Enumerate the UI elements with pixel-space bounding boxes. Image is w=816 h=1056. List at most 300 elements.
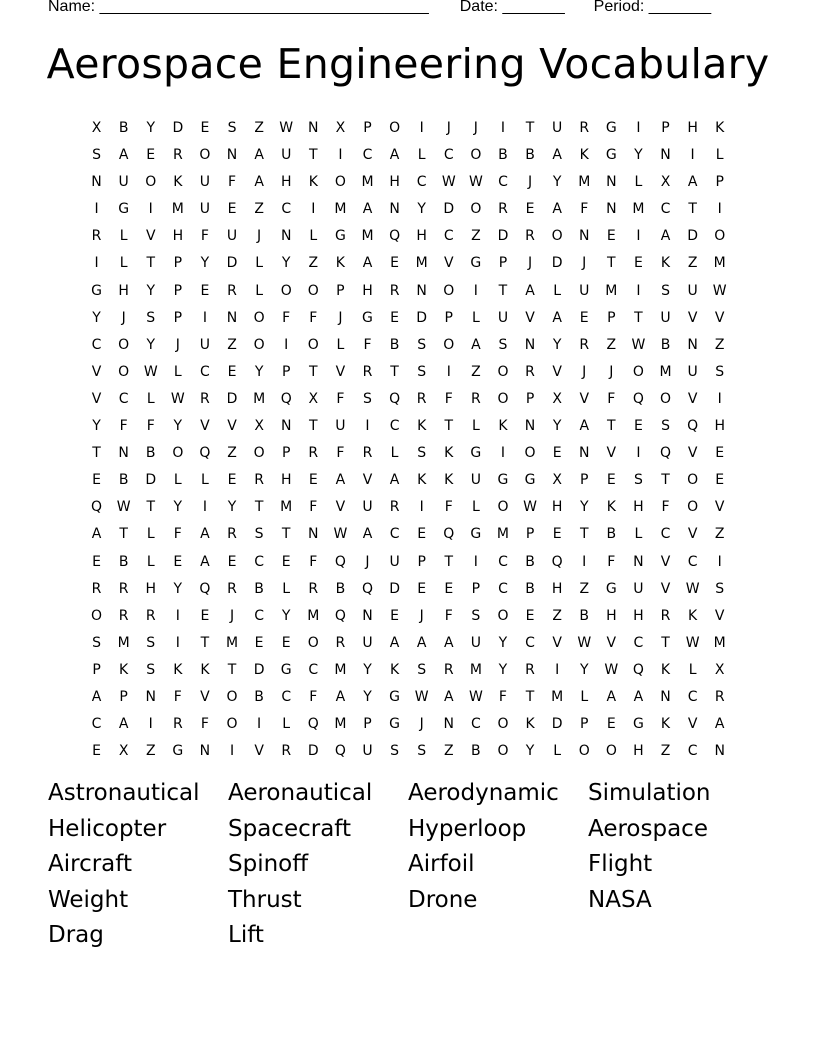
grid-letter[interactable]: J xyxy=(121,309,126,326)
grid-letter[interactable]: V xyxy=(687,526,698,543)
grid-letter[interactable]: V xyxy=(254,743,264,760)
grid-letter[interactable]: A xyxy=(254,147,264,164)
grid-letter[interactable]: E xyxy=(417,580,427,597)
grid-letter[interactable]: T xyxy=(579,526,589,543)
grid-letter[interactable]: B xyxy=(525,553,535,570)
grid-letter[interactable]: L xyxy=(255,255,264,272)
grid-letter[interactable]: T xyxy=(525,120,535,136)
grid-letter[interactable]: W xyxy=(441,174,456,191)
grid-letter[interactable]: U xyxy=(687,282,698,299)
grid-letter[interactable]: U xyxy=(199,201,211,218)
grid-letter[interactable]: K xyxy=(498,418,508,435)
grid-letter[interactable]: L xyxy=(119,228,128,245)
grid-letter[interactable]: S xyxy=(417,743,427,760)
grid-letter[interactable]: N xyxy=(524,336,536,353)
grid-letter[interactable]: C xyxy=(200,363,210,380)
grid-letter[interactable]: T xyxy=(444,553,454,570)
grid-letter[interactable]: F xyxy=(173,688,182,705)
grid-letter[interactable]: V xyxy=(91,390,102,407)
grid-letter[interactable]: F xyxy=(444,607,453,624)
grid-letter[interactable]: I xyxy=(473,282,478,299)
grid-letter[interactable]: P xyxy=(715,174,724,191)
grid-letter[interactable]: K xyxy=(715,120,725,136)
grid-letter[interactable]: Y xyxy=(498,634,508,651)
grid-letter[interactable]: T xyxy=(444,418,454,435)
grid-letter[interactable]: D xyxy=(253,661,265,678)
grid-letter[interactable]: C xyxy=(281,688,292,705)
grid-letter[interactable]: H xyxy=(145,580,156,597)
grid-letter[interactable]: L xyxy=(715,147,724,164)
grid-letter[interactable]: C xyxy=(281,201,292,218)
grid-letter[interactable]: Y xyxy=(498,661,508,678)
grid-letter[interactable]: M xyxy=(496,526,509,543)
grid-letter[interactable]: J xyxy=(257,228,262,245)
grid-letter[interactable]: Z xyxy=(254,120,264,136)
grid-letter[interactable]: D xyxy=(145,472,157,489)
grid-letter[interactable]: R xyxy=(200,390,210,407)
grid-letter[interactable]: O xyxy=(307,282,319,299)
grid-letter[interactable]: E xyxy=(444,580,454,597)
grid-letter[interactable]: M xyxy=(713,255,726,272)
grid-letter[interactable]: X xyxy=(308,390,319,407)
grid-letter[interactable]: A xyxy=(471,336,481,353)
grid-letter[interactable]: P xyxy=(444,309,453,326)
grid-letter[interactable]: G xyxy=(91,282,102,299)
grid-letter[interactable]: L xyxy=(634,174,643,191)
grid-letter[interactable]: A xyxy=(118,147,129,164)
grid-letter[interactable]: J xyxy=(609,363,614,380)
grid-letter[interactable]: F xyxy=(336,390,345,407)
grid-letter[interactable]: O xyxy=(497,499,509,516)
grid-letter[interactable]: N xyxy=(524,418,536,435)
grid-letter[interactable]: N xyxy=(633,553,644,570)
grid-letter[interactable]: R xyxy=(227,282,237,299)
grid-letter[interactable]: B xyxy=(254,688,264,705)
grid-letter[interactable]: L xyxy=(309,228,318,245)
grid-letter[interactable]: D xyxy=(307,743,319,760)
grid-letter[interactable]: M xyxy=(253,390,266,407)
grid-letter[interactable]: J xyxy=(365,553,370,570)
grid-letter[interactable]: H xyxy=(551,580,563,597)
grid-letter[interactable]: D xyxy=(172,120,184,136)
grid-letter[interactable]: C xyxy=(389,418,400,435)
grid-letter[interactable]: Q xyxy=(334,553,346,570)
grid-letter[interactable]: M xyxy=(361,228,374,245)
grid-letter[interactable]: C xyxy=(498,174,508,191)
grid-letter[interactable]: K xyxy=(525,716,535,733)
grid-letter[interactable]: Y xyxy=(552,174,562,191)
grid-letter[interactable]: Y xyxy=(200,255,210,272)
grid-letter[interactable]: W xyxy=(685,634,700,651)
grid-letter[interactable]: K xyxy=(119,661,129,678)
grid-letter[interactable]: F xyxy=(200,716,209,733)
grid-letter[interactable]: A xyxy=(633,688,644,705)
grid-letter[interactable]: K xyxy=(444,445,454,462)
grid-letter[interactable]: R xyxy=(308,580,319,597)
grid-letter[interactable]: R xyxy=(254,472,264,489)
grid-letter[interactable]: C xyxy=(91,336,102,353)
grid-letter[interactable]: E xyxy=(281,553,291,570)
grid-letter[interactable]: L xyxy=(471,499,480,516)
grid-letter[interactable]: C xyxy=(633,634,644,651)
grid-letter[interactable]: S xyxy=(146,309,156,326)
grid-letter[interactable]: O xyxy=(145,174,157,191)
grid-letter[interactable]: E xyxy=(390,607,399,624)
grid-letter[interactable]: L xyxy=(146,390,155,407)
grid-letter[interactable]: Y xyxy=(417,201,426,218)
grid-letter[interactable]: I xyxy=(202,499,207,516)
grid-letter[interactable]: B xyxy=(389,336,400,353)
grid-letter[interactable]: J xyxy=(582,255,587,272)
grid-letter[interactable]: N xyxy=(280,418,292,435)
grid-letter[interactable]: K xyxy=(173,661,183,678)
grid-letter[interactable]: Y xyxy=(254,363,264,380)
grid-letter[interactable]: C xyxy=(660,526,671,543)
grid-letter[interactable]: B xyxy=(118,120,129,136)
grid-letter[interactable]: L xyxy=(634,526,643,543)
grid-letter[interactable]: G xyxy=(362,309,373,326)
grid-letter[interactable]: Y xyxy=(363,688,372,705)
grid-letter[interactable]: H xyxy=(714,418,725,435)
grid-letter[interactable]: O xyxy=(497,716,509,733)
grid-letter[interactable]: N xyxy=(389,201,400,218)
grid-letter[interactable]: E xyxy=(390,255,399,272)
grid-letter[interactable]: E xyxy=(606,716,616,733)
grid-letter[interactable]: F xyxy=(498,688,507,705)
grid-letter[interactable]: U xyxy=(579,282,590,299)
grid-letter[interactable]: T xyxy=(634,309,643,326)
grid-letter[interactable]: K xyxy=(660,255,671,272)
grid-letter[interactable]: Q xyxy=(199,445,211,462)
grid-letter[interactable]: U xyxy=(687,363,698,380)
grid-letter[interactable]: H xyxy=(416,228,427,245)
grid-letter[interactable]: T xyxy=(607,418,616,435)
grid-letter[interactable]: U xyxy=(281,147,292,164)
grid-letter[interactable]: M xyxy=(334,201,347,218)
grid-letter[interactable]: C xyxy=(525,634,535,651)
grid-letter[interactable]: I xyxy=(555,661,560,678)
grid-letter[interactable]: G xyxy=(470,445,482,462)
grid-letter[interactable]: I xyxy=(284,336,289,353)
grid-letter[interactable]: R xyxy=(362,445,373,462)
grid-letter[interactable]: R xyxy=(91,580,102,597)
grid-letter[interactable]: L xyxy=(146,553,155,570)
grid-letter[interactable]: R xyxy=(525,661,535,678)
grid-letter[interactable]: Y xyxy=(552,336,562,353)
grid-letter[interactable]: F xyxy=(363,336,372,353)
grid-letter[interactable]: N xyxy=(416,282,427,299)
grid-letter[interactable]: V xyxy=(687,309,698,326)
grid-letter[interactable]: O xyxy=(497,743,509,760)
grid-letter[interactable]: K xyxy=(335,255,345,272)
grid-letter[interactable]: F xyxy=(444,499,453,516)
grid-letter[interactable]: O xyxy=(389,120,401,136)
grid-letter[interactable]: O xyxy=(687,472,699,489)
grid-letter[interactable]: O xyxy=(632,363,644,380)
grid-letter[interactable]: I xyxy=(202,309,207,326)
grid-letter[interactable]: D xyxy=(551,255,563,272)
grid-letter[interactable]: E xyxy=(92,743,101,760)
grid-letter[interactable]: E xyxy=(633,418,643,435)
grid-letter[interactable]: U xyxy=(362,499,373,516)
grid-letter[interactable]: Q xyxy=(389,390,401,407)
grid-letter[interactable]: Z xyxy=(471,363,481,380)
grid-letter[interactable]: T xyxy=(146,255,156,272)
grid-letter[interactable]: A xyxy=(687,174,698,191)
grid-letter[interactable]: I xyxy=(148,716,153,733)
grid-letter[interactable]: J xyxy=(527,174,533,191)
grid-letter[interactable]: I xyxy=(365,418,370,435)
grid-letter[interactable]: D xyxy=(443,201,455,218)
grid-letter[interactable]: R xyxy=(498,201,508,218)
grid-letter[interactable]: Y xyxy=(579,661,589,678)
grid-letter[interactable]: P xyxy=(525,390,535,407)
grid-letter[interactable]: A xyxy=(606,688,617,705)
grid-letter[interactable]: O xyxy=(443,282,455,299)
grid-letter[interactable]: S xyxy=(417,363,427,380)
grid-letter[interactable]: T xyxy=(661,472,670,489)
grid-letter[interactable]: E xyxy=(552,526,562,543)
grid-letter[interactable]: C xyxy=(443,147,454,164)
grid-letter[interactable]: K xyxy=(444,472,454,489)
grid-letter[interactable]: M xyxy=(551,688,564,705)
grid-letter[interactable]: N xyxy=(578,445,590,462)
grid-letter[interactable]: V xyxy=(552,634,562,651)
grid-letter[interactable]: T xyxy=(309,147,318,164)
grid-letter[interactable]: I xyxy=(690,147,695,164)
grid-letter[interactable]: L xyxy=(553,282,562,299)
grid-letter[interactable]: S xyxy=(661,282,670,299)
grid-letter[interactable]: E xyxy=(417,526,427,543)
grid-letter[interactable]: U xyxy=(199,336,211,353)
grid-letter[interactable]: Q xyxy=(199,580,211,597)
grid-letter[interactable]: N xyxy=(145,688,156,705)
grid-letter[interactable]: I xyxy=(148,201,153,218)
grid-letter[interactable]: W xyxy=(685,580,700,597)
grid-letter[interactable]: R xyxy=(714,688,725,705)
grid-letter[interactable]: Z xyxy=(145,743,156,760)
grid-letter[interactable]: I xyxy=(717,553,722,570)
grid-letter[interactable]: H xyxy=(172,228,184,245)
grid-letter[interactable]: C xyxy=(254,553,264,570)
grid-letter[interactable]: R xyxy=(579,336,590,353)
grid-letter[interactable]: P xyxy=(173,255,183,272)
grid-letter[interactable]: Z xyxy=(579,580,590,597)
grid-letter[interactable]: J xyxy=(473,120,478,136)
grid-letter[interactable]: L xyxy=(390,445,399,462)
grid-letter[interactable]: S xyxy=(146,634,156,651)
grid-letter[interactable]: C xyxy=(498,580,508,597)
grid-letter[interactable]: Y xyxy=(227,499,237,516)
grid-letter[interactable]: C xyxy=(362,147,373,164)
grid-letter[interactable]: N xyxy=(606,174,617,191)
grid-letter[interactable]: O xyxy=(497,363,509,380)
grid-letter[interactable]: E xyxy=(227,553,237,570)
grid-letter[interactable]: T xyxy=(227,661,237,678)
grid-letter[interactable]: I xyxy=(500,445,506,462)
grid-letter[interactable]: A xyxy=(714,716,725,733)
grid-letter[interactable]: U xyxy=(470,472,481,489)
grid-letter[interactable]: G xyxy=(389,716,400,733)
grid-letter[interactable]: V xyxy=(606,445,617,462)
grid-letter[interactable]: L xyxy=(282,716,291,733)
grid-letter[interactable]: Q xyxy=(443,526,455,543)
grid-letter[interactable]: E xyxy=(633,255,643,272)
grid-letter[interactable]: O xyxy=(118,336,130,353)
grid-letter[interactable]: I xyxy=(636,120,641,136)
grid-letter[interactable]: V xyxy=(335,363,346,380)
grid-letter[interactable]: U xyxy=(497,309,509,326)
grid-letter[interactable]: P xyxy=(471,580,481,597)
grid-letter[interactable]: O xyxy=(443,336,455,353)
grid-letter[interactable]: L xyxy=(119,255,128,272)
grid-letter[interactable]: V xyxy=(714,309,725,326)
grid-letter[interactable]: X xyxy=(714,661,725,678)
grid-letter[interactable]: W xyxy=(604,661,619,678)
grid-letter[interactable]: O xyxy=(578,743,590,760)
grid-letter[interactable]: R xyxy=(227,580,237,597)
grid-letter[interactable]: W xyxy=(143,363,158,380)
grid-letter[interactable]: D xyxy=(551,716,563,733)
grid-letter[interactable]: M xyxy=(659,363,672,380)
grid-letter[interactable]: S xyxy=(92,147,101,164)
grid-letter[interactable]: F xyxy=(580,201,589,218)
grid-letter[interactable]: B xyxy=(471,743,481,760)
grid-letter[interactable]: E xyxy=(92,553,101,570)
grid-letter[interactable]: R xyxy=(308,445,319,462)
grid-letter[interactable]: A xyxy=(362,255,373,272)
grid-letter[interactable]: P xyxy=(281,363,291,380)
grid-letter[interactable]: O xyxy=(172,445,184,462)
grid-letter[interactable]: E xyxy=(552,445,562,462)
grid-letter[interactable]: A xyxy=(200,553,210,570)
grid-letter[interactable]: F xyxy=(309,309,318,326)
grid-letter[interactable]: L xyxy=(471,309,480,326)
grid-letter[interactable]: O xyxy=(714,228,726,245)
grid-letter[interactable]: P xyxy=(525,526,535,543)
grid-letter[interactable]: N xyxy=(199,743,211,760)
grid-letter[interactable]: H xyxy=(362,282,373,299)
grid-letter[interactable]: M xyxy=(334,661,347,678)
grid-letter[interactable]: Z xyxy=(227,445,237,462)
grid-letter[interactable]: G xyxy=(280,661,292,678)
grid-letter[interactable]: F xyxy=(336,445,345,462)
grid-letter[interactable]: I xyxy=(229,743,235,760)
grid-letter[interactable]: Q xyxy=(551,553,563,570)
grid-letter[interactable]: R xyxy=(389,499,400,516)
grid-letter[interactable]: I xyxy=(500,120,506,136)
grid-letter[interactable]: E xyxy=(308,472,318,489)
grid-letter[interactable]: F xyxy=(309,553,318,570)
grid-letter[interactable]: N xyxy=(226,147,238,164)
grid-letter[interactable]: I xyxy=(175,634,180,651)
grid-letter[interactable]: Q xyxy=(91,499,103,516)
grid-letter[interactable]: L xyxy=(336,336,345,353)
grid-letter[interactable]: K xyxy=(660,661,671,678)
grid-letter[interactable]: P xyxy=(119,688,128,705)
grid-letter[interactable]: E xyxy=(227,472,237,489)
grid-letter[interactable]: P xyxy=(173,282,183,299)
grid-letter[interactable]: P xyxy=(580,472,589,489)
grid-letter[interactable]: D xyxy=(226,255,238,272)
grid-letter[interactable]: H xyxy=(633,499,644,516)
grid-letter[interactable]: M xyxy=(632,201,645,218)
grid-letter[interactable]: S xyxy=(417,336,427,353)
grid-letter[interactable]: M xyxy=(280,499,293,516)
grid-letter[interactable]: C xyxy=(416,174,427,191)
grid-letter[interactable]: O xyxy=(605,743,617,760)
grid-letter[interactable]: O xyxy=(551,228,563,245)
grid-letter[interactable]: I xyxy=(473,553,478,570)
grid-letter[interactable]: O xyxy=(470,201,482,218)
date-blank[interactable]: _______ xyxy=(502,0,565,15)
grid-letter[interactable]: R xyxy=(579,120,590,136)
grid-letter[interactable]: S xyxy=(417,661,427,678)
grid-letter[interactable]: C xyxy=(687,688,698,705)
grid-letter[interactable]: O xyxy=(91,607,103,624)
grid-letter[interactable]: C xyxy=(470,716,481,733)
grid-letter[interactable]: M xyxy=(334,716,347,733)
grid-letter[interactable]: O xyxy=(497,390,509,407)
grid-letter[interactable]: O xyxy=(280,282,292,299)
grid-letter[interactable]: R xyxy=(172,716,183,733)
grid-letter[interactable]: V xyxy=(687,445,698,462)
grid-letter[interactable]: A xyxy=(660,228,671,245)
grid-letter[interactable]: G xyxy=(632,716,644,733)
grid-letter[interactable]: M xyxy=(605,282,618,299)
grid-letter[interactable]: Z xyxy=(552,607,562,624)
grid-letter[interactable]: C xyxy=(443,228,454,245)
grid-letter[interactable]: O xyxy=(307,336,319,353)
grid-letter[interactable]: Y xyxy=(363,661,372,678)
grid-letter[interactable]: I xyxy=(717,390,722,407)
grid-letter[interactable]: Y xyxy=(146,282,156,299)
grid-letter[interactable]: P xyxy=(661,120,670,136)
grid-letter[interactable]: O xyxy=(253,336,265,353)
grid-letter[interactable]: W xyxy=(333,526,348,543)
grid-letter[interactable]: I xyxy=(717,201,722,218)
grid-letter[interactable]: V xyxy=(552,363,562,380)
grid-letter[interactable]: M xyxy=(469,661,482,678)
grid-letter[interactable]: G xyxy=(605,120,617,136)
grid-letter[interactable]: E xyxy=(227,363,237,380)
grid-letter[interactable]: R xyxy=(389,282,400,299)
grid-letter[interactable]: N xyxy=(118,445,129,462)
grid-letter[interactable]: X xyxy=(91,120,102,136)
grid-letter[interactable]: N xyxy=(226,309,238,326)
grid-letter[interactable]: Q xyxy=(687,418,699,435)
grid-letter[interactable]: H xyxy=(687,120,698,136)
grid-letter[interactable]: L xyxy=(173,472,182,489)
grid-letter[interactable]: T xyxy=(661,634,670,651)
grid-letter[interactable]: V xyxy=(200,688,210,705)
grid-letter[interactable]: I xyxy=(419,120,424,136)
grid-letter[interactable]: V xyxy=(714,499,725,516)
grid-letter[interactable]: N xyxy=(660,688,671,705)
grid-letter[interactable]: B xyxy=(606,526,617,543)
grid-letter[interactable]: O xyxy=(253,445,265,462)
grid-letter[interactable]: R xyxy=(362,363,373,380)
grid-letter[interactable]: T xyxy=(146,499,156,516)
grid-letter[interactable]: A xyxy=(91,688,102,705)
grid-letter[interactable]: B xyxy=(660,336,671,353)
grid-letter[interactable]: Q xyxy=(389,228,401,245)
grid-letter[interactable]: E xyxy=(173,553,183,570)
grid-letter[interactable]: S xyxy=(498,336,508,353)
grid-letter[interactable]: F xyxy=(309,499,318,516)
grid-letter[interactable]: L xyxy=(282,580,291,597)
grid-letter[interactable]: Q xyxy=(307,716,319,733)
